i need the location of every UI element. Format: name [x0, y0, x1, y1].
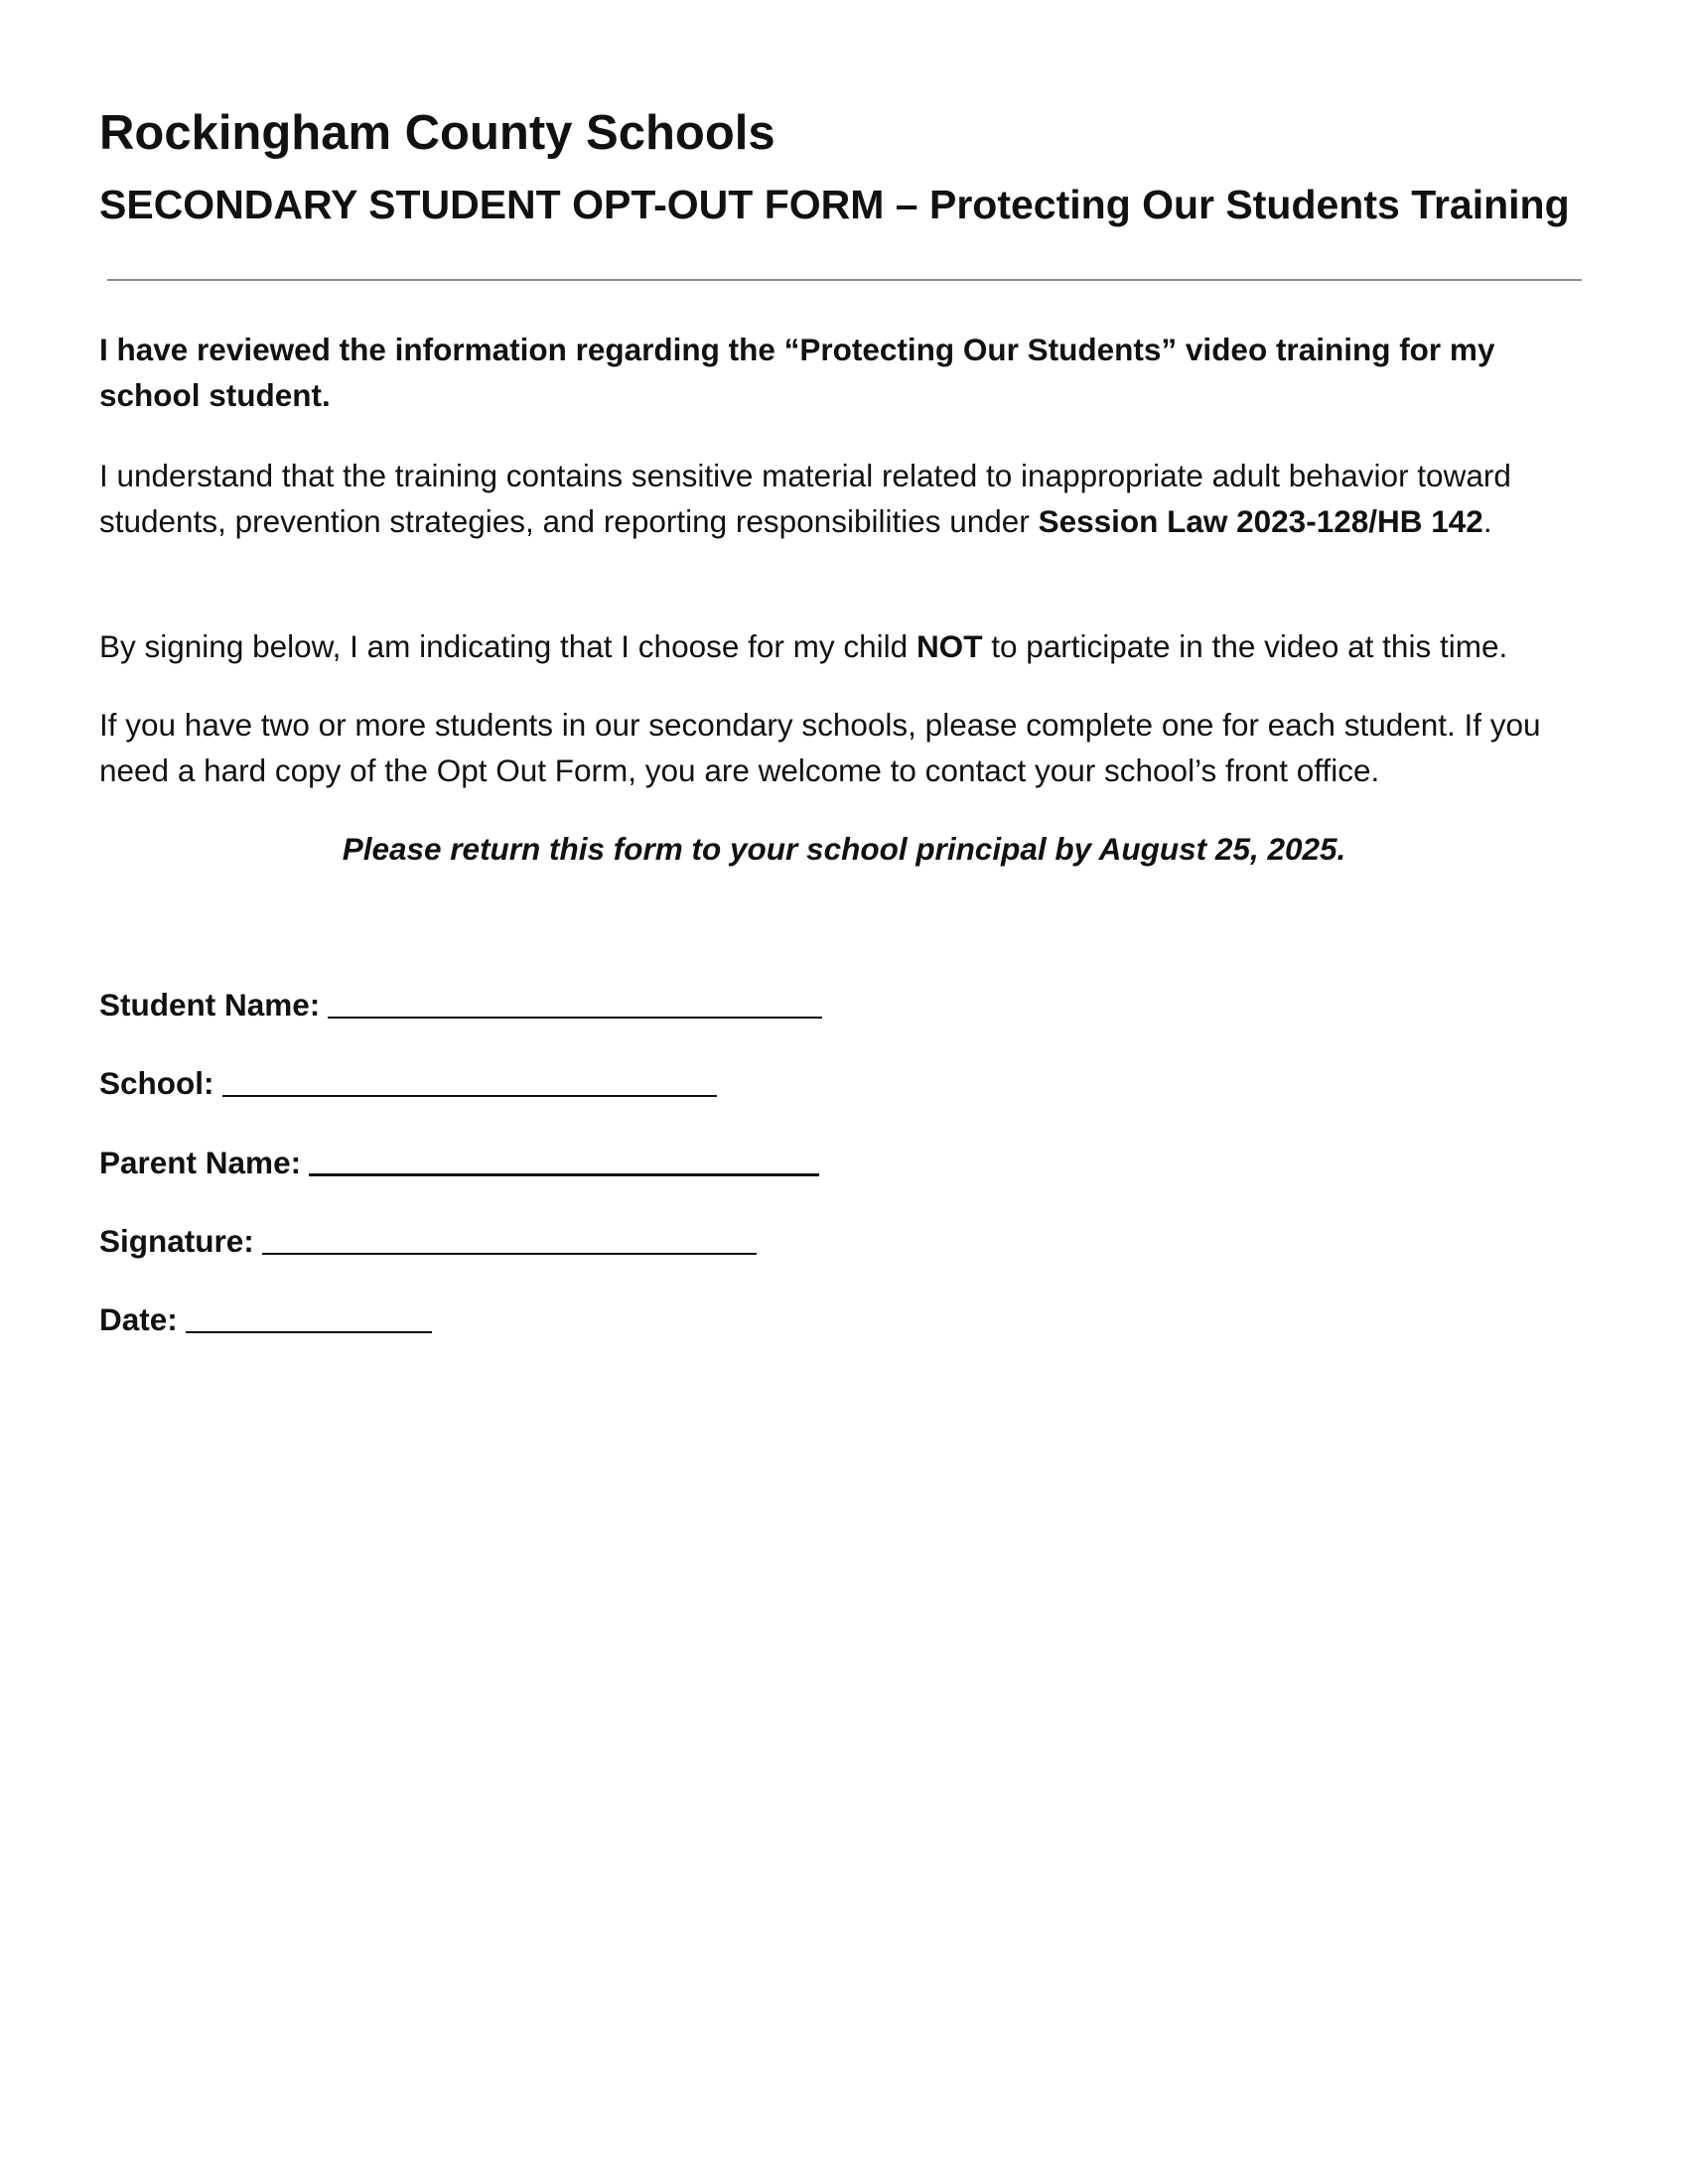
date-line[interactable]	[186, 1331, 432, 1333]
form-title: SECONDARY STUDENT OPT-OUT FORM – Protecting Our Students Training	[99, 182, 1570, 227]
student-name-label: Student Name:	[99, 987, 321, 1023]
date-label: Date:	[99, 1301, 178, 1337]
student-name-line[interactable]	[328, 1017, 822, 1019]
opt-out-text-after: to participate in the video at this time.	[982, 628, 1508, 664]
organization-title: Rockingham County Schools	[99, 106, 775, 160]
header-divider	[107, 279, 1582, 281]
parent-name-label: Parent Name:	[99, 1145, 302, 1180]
date-field	[99, 1297, 432, 1342]
school-label: School:	[99, 1065, 214, 1101]
school-field	[99, 1060, 717, 1106]
understanding-text: I understand that the training contains sensitive material related to inappropriate adult behavior toward students, prevention strategies, and reporting responsibilities under	[99, 458, 1511, 539]
return-deadline-notice: Please return this form to your school principal by August 25, 2025.	[342, 831, 1346, 867]
opt-out-statement	[99, 623, 1584, 669]
multiple-students-paragraph: If you have two or more students in our secondary schools, please complete one for each student. If you need a hard copy of the Opt Out Form, you are welcome to contact your school’s front office.	[99, 707, 1541, 788]
understanding-paragraph	[99, 453, 1584, 544]
understanding-end: .	[1482, 503, 1492, 539]
acknowledgement-statement: I have reviewed the information regarding the “Protecting Our Students” video training for my school student.	[99, 332, 1495, 413]
opt-out-form-page	[99, 0, 1589, 2184]
student-name-field	[99, 982, 822, 1027]
opt-out-emphasis: NOT	[915, 628, 983, 664]
signature-label: Signature:	[99, 1223, 254, 1259]
session-law-reference: Session Law 2023-128/HB 142	[1038, 503, 1483, 539]
signature-line[interactable]	[262, 1253, 757, 1255]
school-line[interactable]	[222, 1095, 717, 1097]
parent-name-line[interactable]	[309, 1173, 819, 1176]
signature-field	[99, 1218, 757, 1264]
opt-out-text-before: By signing below, I am indicating that I choose for my child	[99, 628, 916, 664]
parent-name-field	[99, 1140, 819, 1185]
